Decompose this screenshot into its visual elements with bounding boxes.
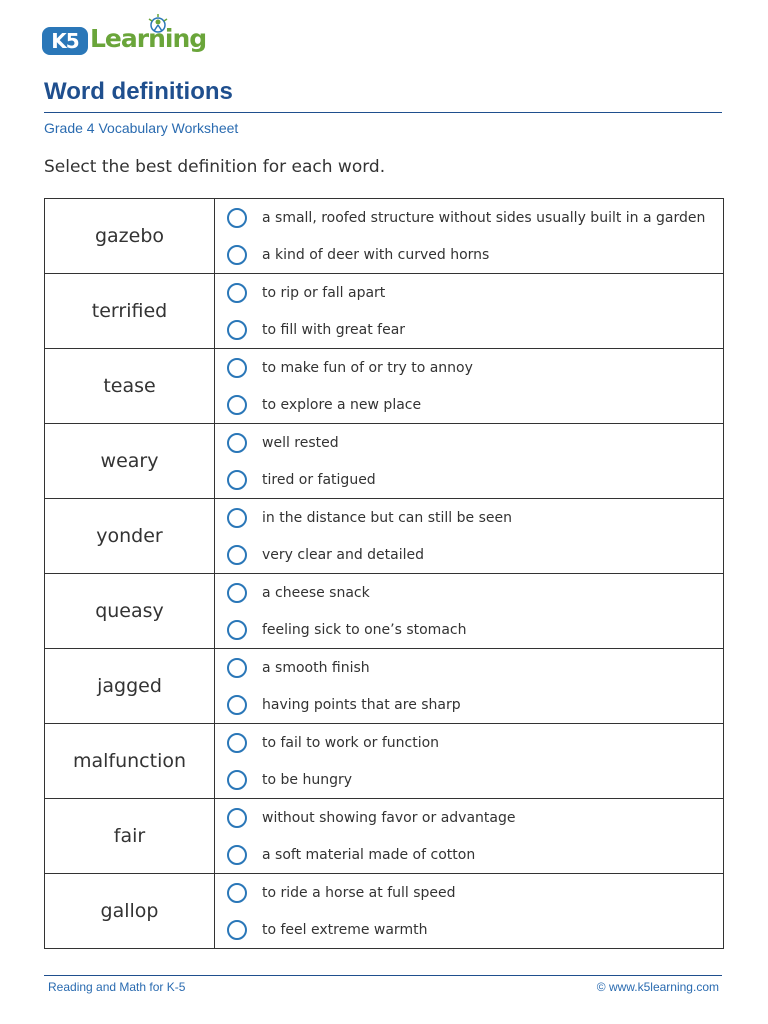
definition-option[interactable] (215, 499, 723, 536)
radio-button[interactable] (227, 395, 247, 415)
vocabulary-word: yonder (45, 499, 215, 574)
radio-button[interactable] (227, 808, 247, 828)
footer-website[interactable]: © www.k5learning.com (596, 980, 719, 994)
instructions: Select the best definition for each word. (44, 157, 386, 177)
definition-text: in the distance but can still be seen (262, 509, 512, 526)
vocabulary-word: gallop (45, 874, 215, 949)
definition-options (215, 199, 724, 274)
definition-options (215, 574, 724, 649)
question-row (45, 349, 724, 424)
definition-text: a soft material made of cotton (262, 846, 476, 863)
definition-option[interactable] (215, 199, 723, 236)
radio-button[interactable] (227, 245, 247, 265)
definition-text: to be hungry (262, 771, 353, 788)
radio-button[interactable] (227, 283, 247, 303)
question-row (45, 424, 724, 499)
radio-button[interactable] (227, 583, 247, 603)
definition-text: to fill with great fear (262, 321, 406, 338)
k5-learning-logo (42, 18, 212, 62)
vocabulary-word: gazebo (45, 199, 215, 274)
definition-text: well rested (262, 434, 339, 451)
definition-options (215, 874, 724, 949)
radio-button[interactable] (227, 433, 247, 453)
radio-button[interactable] (227, 545, 247, 565)
radio-button[interactable] (227, 770, 247, 790)
vocabulary-word: jagged (45, 649, 215, 724)
definition-option[interactable] (215, 311, 723, 348)
definition-option[interactable] (215, 461, 723, 498)
radio-button[interactable] (227, 470, 247, 490)
radio-button[interactable] (227, 845, 247, 865)
definition-text: a small, roofed structure without sides usually built in a garden (262, 209, 706, 226)
definition-text: to explore a new place (262, 396, 422, 413)
definition-text: a smooth finish (262, 659, 370, 676)
question-row (45, 499, 724, 574)
definition-option[interactable] (215, 349, 723, 386)
radio-button[interactable] (227, 620, 247, 640)
vocabulary-word: weary (45, 424, 215, 499)
vocabulary-word: terrified (45, 274, 215, 349)
definition-text: very clear and detailed (262, 546, 425, 563)
definition-option[interactable] (215, 724, 723, 761)
page-title: Word definitions (44, 78, 233, 105)
radio-button[interactable] (227, 358, 247, 378)
vocabulary-table (44, 198, 724, 949)
definition-option[interactable] (215, 536, 723, 573)
definition-options (215, 799, 724, 874)
radio-button[interactable] (227, 883, 247, 903)
radio-button[interactable] (227, 508, 247, 528)
definition-option[interactable] (215, 799, 723, 836)
footer-divider (44, 975, 722, 976)
definition-options (215, 424, 724, 499)
definition-option[interactable] (215, 761, 723, 798)
definition-text: tired or fatigued (262, 471, 376, 488)
definition-text: to make fun of or try to annoy (262, 359, 473, 376)
definition-text: to fail to work or function (262, 734, 440, 751)
question-row (45, 649, 724, 724)
definition-text: having points that are sharp (262, 696, 461, 713)
logo-wordmark: Learning (90, 24, 207, 53)
definition-option[interactable] (215, 386, 723, 423)
definition-option[interactable] (215, 611, 723, 648)
footer-tagline: Reading and Math for K-5 (48, 980, 186, 994)
definition-text: to rip or fall apart (262, 284, 386, 301)
definition-option[interactable] (215, 649, 723, 686)
radio-button[interactable] (227, 733, 247, 753)
definition-text: without showing favor or advantage (262, 809, 516, 826)
vocabulary-word: tease (45, 349, 215, 424)
definition-text: to ride a horse at full speed (262, 884, 456, 901)
definition-options (215, 649, 724, 724)
vocabulary-word: malfunction (45, 724, 215, 799)
question-row (45, 574, 724, 649)
definition-option[interactable] (215, 236, 723, 273)
vocabulary-word: queasy (45, 574, 215, 649)
definition-options (215, 349, 724, 424)
definition-options (215, 499, 724, 574)
radio-button[interactable] (227, 695, 247, 715)
definition-option[interactable] (215, 911, 723, 948)
logo-star-icon (146, 14, 170, 36)
definition-options (215, 724, 724, 799)
definition-option[interactable] (215, 874, 723, 911)
radio-button[interactable] (227, 658, 247, 678)
radio-button[interactable] (227, 320, 247, 340)
question-row (45, 799, 724, 874)
radio-button[interactable] (227, 208, 247, 228)
question-row (45, 199, 724, 274)
title-divider (44, 112, 722, 113)
logo-k5-badge: K5 (42, 27, 88, 55)
page-subtitle: Grade 4 Vocabulary Worksheet (44, 120, 239, 136)
definition-option[interactable] (215, 274, 723, 311)
question-row (45, 724, 724, 799)
question-row (45, 874, 724, 949)
definition-text: feeling sick to one’s stomach (262, 621, 467, 638)
definition-option[interactable] (215, 424, 723, 461)
definition-text: to feel extreme warmth (262, 921, 428, 938)
radio-button[interactable] (227, 920, 247, 940)
question-row (45, 274, 724, 349)
definition-option[interactable] (215, 574, 723, 611)
definition-option[interactable] (215, 836, 723, 873)
definition-text: a cheese snack (262, 584, 370, 601)
vocabulary-word: fair (45, 799, 215, 874)
definition-option[interactable] (215, 686, 723, 723)
definition-text: a kind of deer with curved horns (262, 246, 490, 263)
definition-options (215, 274, 724, 349)
